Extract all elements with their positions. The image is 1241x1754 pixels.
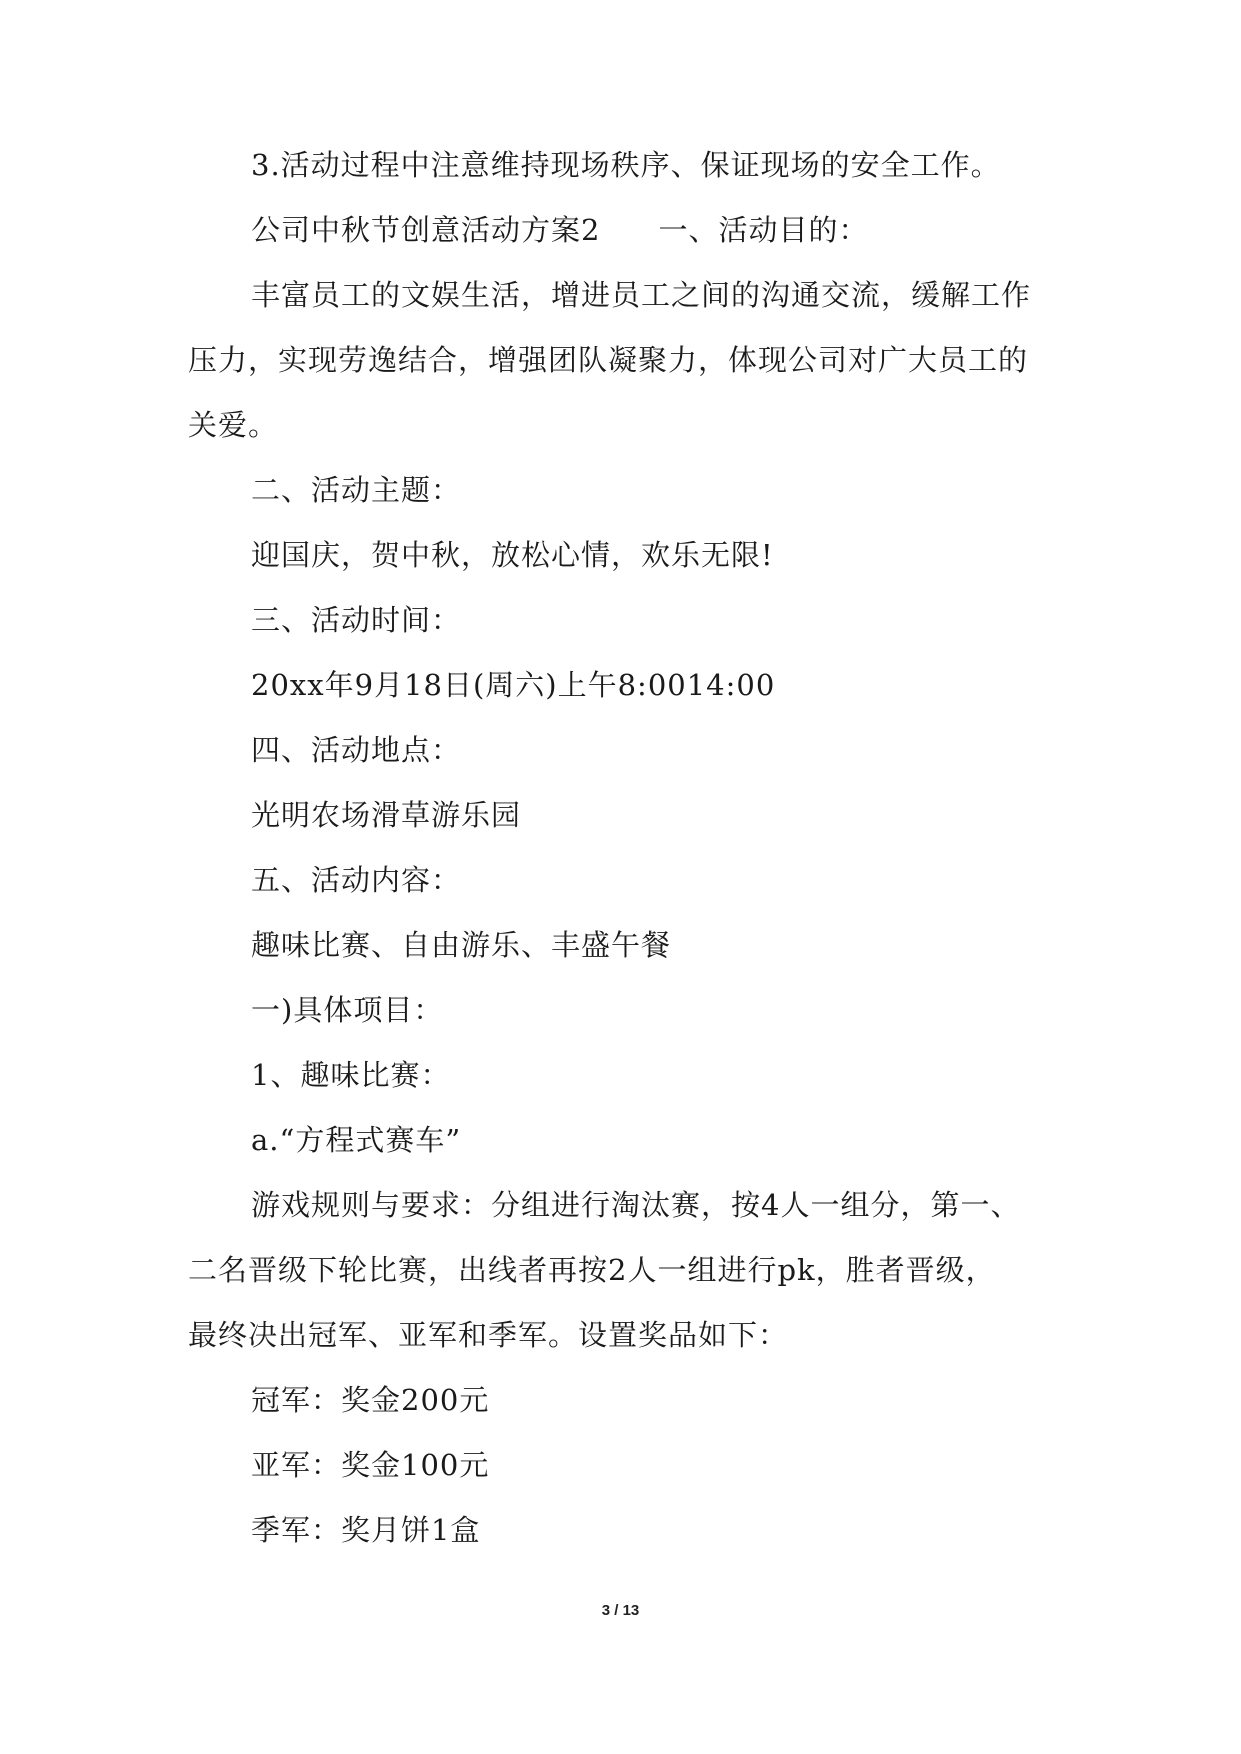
paragraph-line [251, 210, 868, 250]
paragraph-line: 3.活动过程中注意维持现场秩序、保证现场的安全工作。 [251, 148, 1001, 182]
prize-line: 亚军：奖金100元 [251, 1448, 490, 1482]
section-heading: 二、活动主题： [251, 473, 462, 507]
paragraph-line: 趣味比赛、自由游乐、丰盛午餐 [251, 928, 672, 962]
subsection-heading: 一)具体项目： [251, 993, 444, 1027]
prize-line: 冠军：奖金200元 [251, 1383, 490, 1417]
paragraph-line: 20xx年9月18日(周六)上午8:0014:00 [251, 668, 776, 702]
item-heading: a.“方程式赛车” [251, 1123, 462, 1157]
paragraph-line: 丰富员工的文娱生活，增进员工之间的沟通交流，缓解工作 [251, 278, 1032, 312]
paragraph-line: 关爱。 [188, 408, 279, 442]
paragraph-line: 二名晋级下轮比赛，出线者再按2人一组进行pk，胜者晋级， [188, 1253, 996, 1287]
paragraph-line: 最终决出冠军、亚军和季军。设置奖品如下： [188, 1318, 789, 1352]
paragraph-line: 迎国庆，贺中秋，放松心情，欢乐无限! [251, 538, 774, 572]
section-heading: 三、活动时间： [251, 603, 462, 637]
page-number: 3 / 13 [601, 1602, 640, 1619]
paragraph-line: 压力，实现劳逸结合，增强团队凝聚力，体现公司对广大员工的 [188, 343, 1029, 377]
prize-line: 季军：奖月饼1盒 [251, 1513, 481, 1547]
paragraph-line: 光明农场滑草游乐园 [251, 798, 522, 832]
section-heading: 一、活动目的： [658, 213, 869, 247]
section-heading: 五、活动内容： [251, 863, 462, 897]
plan-title: 公司中秋节创意活动方案2 [251, 213, 601, 247]
subsection-heading: 1、趣味比赛： [251, 1058, 451, 1092]
paragraph-line: 游戏规则与要求：分组进行淘汰赛，按4人一组分，第一、 [251, 1188, 1021, 1222]
section-heading: 四、活动地点： [251, 733, 462, 767]
